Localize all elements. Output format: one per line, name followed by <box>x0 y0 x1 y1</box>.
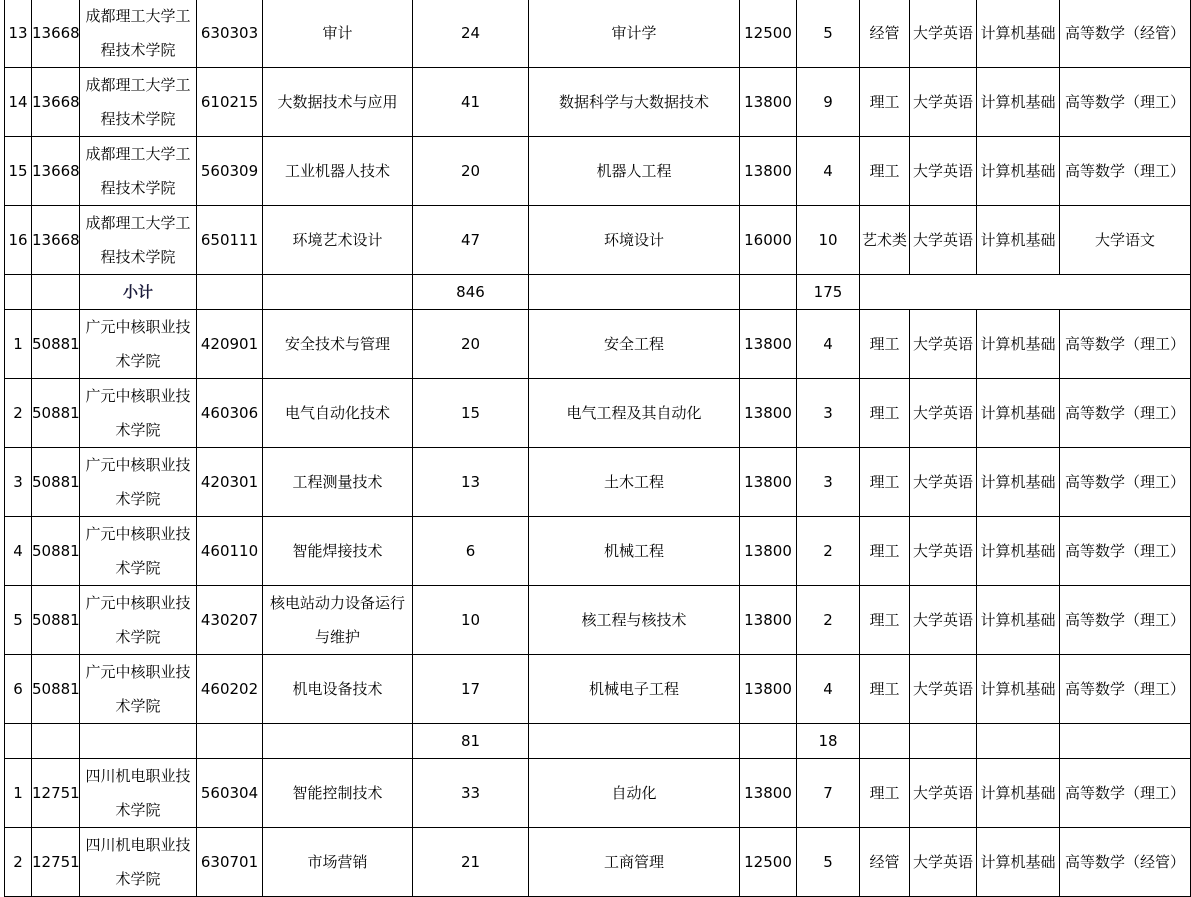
subject3-cell: 高等数学（理工） <box>1060 68 1191 137</box>
major-code-cell: 460202 <box>197 655 263 724</box>
empty-cell <box>197 275 263 310</box>
major-code-cell: 420301 <box>197 448 263 517</box>
seq-cell: 3 <box>5 448 32 517</box>
school-name-cell-line: 术学院 <box>115 628 161 646</box>
table-row <box>5 379 1191 448</box>
subject3-cell: 高等数学（理工） <box>1060 586 1191 655</box>
subject3-cell: 高等数学（理工） <box>1060 379 1191 448</box>
category-cell: 经管 <box>860 828 910 897</box>
fee-cell: 12500 <box>740 0 797 68</box>
subtotal-count: 175 <box>797 275 860 310</box>
school-name-cell-line: 广元中核职业技 <box>85 525 191 543</box>
subject1-cell: 大学英语 <box>910 586 977 655</box>
bachelor-major-cell: 工商管理 <box>529 828 740 897</box>
school-code-cell: 12751 <box>32 759 80 828</box>
fee-cell: 12500 <box>740 828 797 897</box>
fee-cell: 13800 <box>740 586 797 655</box>
table-row <box>5 137 1191 206</box>
category-cell: 理工 <box>860 517 910 586</box>
count-cell: 3 <box>797 448 860 517</box>
major-code-cell: 460306 <box>197 379 263 448</box>
subject1-cell: 大学英语 <box>910 68 977 137</box>
school-code-cell: 50881 <box>32 448 80 517</box>
major-name-cell-line: 机电设备技术 <box>292 680 383 698</box>
school-name-cell-line: 广元中核职业技 <box>85 318 191 336</box>
seq-cell: 2 <box>5 828 32 897</box>
school-name-cell <box>80 517 197 586</box>
major-name-cell <box>263 655 413 724</box>
plan-cell: 17 <box>413 655 529 724</box>
fee-cell: 13800 <box>740 379 797 448</box>
empty-cell <box>740 724 797 759</box>
school-name-cell <box>80 206 197 275</box>
empty-cell <box>860 275 1191 310</box>
category-cell: 理工 <box>860 586 910 655</box>
category-cell: 经管 <box>860 0 910 68</box>
school-code-cell: 13668 <box>32 0 80 68</box>
school-name-cell-line: 广元中核职业技 <box>85 387 191 405</box>
school-name-cell-line: 成都理工大学工 <box>85 7 191 25</box>
plan-cell: 24 <box>413 0 529 68</box>
table-row <box>5 448 1191 517</box>
major-name-cell-line: 大数据技术与应用 <box>277 93 398 111</box>
school-name-cell-line: 术学院 <box>115 421 161 439</box>
major-name-cell <box>263 379 413 448</box>
school-code-cell: 50881 <box>32 310 80 379</box>
seq-cell: 6 <box>5 655 32 724</box>
fee-cell: 13800 <box>740 448 797 517</box>
subject2-cell: 计算机基础 <box>977 759 1060 828</box>
category-cell: 理工 <box>860 310 910 379</box>
count-cell: 3 <box>797 379 860 448</box>
plan-cell: 15 <box>413 379 529 448</box>
fee-cell: 13800 <box>740 68 797 137</box>
seq-cell: 1 <box>5 759 32 828</box>
subject2-cell: 计算机基础 <box>977 379 1060 448</box>
fee-cell: 13800 <box>740 137 797 206</box>
subtotal-count: 18 <box>797 724 860 759</box>
major-code-cell: 650111 <box>197 206 263 275</box>
school-name-cell <box>80 137 197 206</box>
bachelor-major-cell: 机械电子工程 <box>529 655 740 724</box>
subject3-cell: 高等数学（理工） <box>1060 517 1191 586</box>
subject2-cell: 计算机基础 <box>977 310 1060 379</box>
table-row <box>5 68 1191 137</box>
empty-cell <box>977 724 1060 759</box>
subject2-cell: 计算机基础 <box>977 586 1060 655</box>
school-name-cell-line: 程技术学院 <box>100 248 176 266</box>
fee-cell: 13800 <box>740 310 797 379</box>
category-cell: 理工 <box>860 379 910 448</box>
subtotal-label: 小计 <box>80 275 197 310</box>
table-row <box>5 517 1191 586</box>
subject3-cell: 高等数学（理工） <box>1060 448 1191 517</box>
subject2-cell: 计算机基础 <box>977 655 1060 724</box>
school-name-cell-line: 程技术学院 <box>100 110 176 128</box>
bachelor-major-cell: 自动化 <box>529 759 740 828</box>
subject1-cell: 大学英语 <box>910 517 977 586</box>
school-name-cell-line: 广元中核职业技 <box>85 594 191 612</box>
school-code-cell: 50881 <box>32 379 80 448</box>
major-code-cell: 420901 <box>197 310 263 379</box>
major-name-cell <box>263 828 413 897</box>
subject1-cell: 大学英语 <box>910 448 977 517</box>
subject3-cell: 高等数学（理工） <box>1060 655 1191 724</box>
major-code-cell: 560304 <box>197 759 263 828</box>
subject2-cell: 计算机基础 <box>977 517 1060 586</box>
major-code-cell: 460110 <box>197 517 263 586</box>
subject1-cell: 大学英语 <box>910 655 977 724</box>
table-row <box>5 310 1191 379</box>
major-name-cell-line: 电气自动化技术 <box>284 404 390 422</box>
plan-cell: 20 <box>413 137 529 206</box>
school-code-cell: 50881 <box>32 517 80 586</box>
bachelor-major-cell: 核工程与核技术 <box>529 586 740 655</box>
fee-cell: 13800 <box>740 759 797 828</box>
major-name-cell <box>263 448 413 517</box>
bachelor-major-cell: 电气工程及其自动化 <box>529 379 740 448</box>
empty-cell <box>263 275 413 310</box>
subject1-cell: 大学英语 <box>910 828 977 897</box>
table-body <box>5 0 1191 897</box>
school-name-cell-line: 四川机电职业技 <box>85 836 191 854</box>
seq-cell: 15 <box>5 137 32 206</box>
empty-cell <box>32 724 80 759</box>
school-name-cell-line: 成都理工大学工 <box>85 76 191 94</box>
school-name-cell-line: 术学院 <box>115 697 161 715</box>
empty-cell <box>5 724 32 759</box>
category-cell: 理工 <box>860 68 910 137</box>
major-name-cell-line: 与维护 <box>314 628 360 646</box>
empty-cell <box>197 724 263 759</box>
subtotal-label <box>80 724 197 759</box>
subject2-cell: 计算机基础 <box>977 68 1060 137</box>
major-code-cell: 610215 <box>197 68 263 137</box>
school-name-cell-line: 广元中核职业技 <box>85 456 191 474</box>
count-cell: 4 <box>797 137 860 206</box>
school-code-cell: 12751 <box>32 828 80 897</box>
seq-cell: 4 <box>5 517 32 586</box>
count-cell: 2 <box>797 517 860 586</box>
school-name-cell <box>80 310 197 379</box>
school-code-cell: 50881 <box>32 655 80 724</box>
count-cell: 10 <box>797 206 860 275</box>
major-name-cell <box>263 759 413 828</box>
bachelor-major-cell: 数据科学与大数据技术 <box>529 68 740 137</box>
plan-cell: 33 <box>413 759 529 828</box>
table-row <box>5 828 1191 897</box>
school-name-cell-line: 程技术学院 <box>100 179 176 197</box>
plan-cell: 21 <box>413 828 529 897</box>
bachelor-major-cell: 审计学 <box>529 0 740 68</box>
fee-cell: 13800 <box>740 517 797 586</box>
major-name-cell <box>263 0 413 68</box>
category-cell: 艺术类 <box>860 206 910 275</box>
major-name-cell-line: 智能焊接技术 <box>292 542 383 560</box>
subtotal-plan: 846 <box>413 275 529 310</box>
empty-cell <box>529 724 740 759</box>
seq-cell: 2 <box>5 379 32 448</box>
subject1-cell: 大学英语 <box>910 0 977 68</box>
school-code-cell: 50881 <box>32 586 80 655</box>
major-code-cell: 630303 <box>197 0 263 68</box>
school-name-cell <box>80 68 197 137</box>
school-code-cell: 13668 <box>32 68 80 137</box>
school-name-cell <box>80 586 197 655</box>
school-name-cell-line: 术学院 <box>115 352 161 370</box>
school-name-cell-line: 术学院 <box>115 490 161 508</box>
major-name-cell-line: 安全技术与管理 <box>284 335 390 353</box>
seq-cell: 5 <box>5 586 32 655</box>
subject1-cell: 大学英语 <box>910 206 977 275</box>
major-name-cell <box>263 137 413 206</box>
major-name-cell-line: 智能控制技术 <box>292 784 383 802</box>
major-name-cell-line: 审计 <box>322 24 353 42</box>
table-row <box>5 586 1191 655</box>
fee-cell: 13800 <box>740 655 797 724</box>
seq-cell: 13 <box>5 0 32 68</box>
table-row <box>5 759 1191 828</box>
major-name-cell-line: 工业机器人技术 <box>284 162 390 180</box>
empty-cell <box>32 275 80 310</box>
enrollment-table <box>4 0 1191 897</box>
school-name-cell <box>80 655 197 724</box>
empty-cell <box>740 275 797 310</box>
subject3-cell: 高等数学（理工） <box>1060 310 1191 379</box>
major-name-cell <box>263 517 413 586</box>
subtotal-row <box>5 724 1191 759</box>
school-name-cell-line: 程技术学院 <box>100 41 176 59</box>
subject2-cell: 计算机基础 <box>977 206 1060 275</box>
table-row <box>5 0 1191 68</box>
subject3-cell: 高等数学（经管） <box>1060 0 1191 68</box>
subject2-cell: 计算机基础 <box>977 828 1060 897</box>
subject3-cell: 高等数学（理工） <box>1060 137 1191 206</box>
school-name-cell-line: 成都理工大学工 <box>85 145 191 163</box>
major-name-cell <box>263 586 413 655</box>
count-cell: 2 <box>797 586 860 655</box>
major-name-cell-line: 环境艺术设计 <box>292 231 383 249</box>
school-name-cell-line: 成都理工大学工 <box>85 214 191 232</box>
bachelor-major-cell: 机械工程 <box>529 517 740 586</box>
subject1-cell: 大学英语 <box>910 379 977 448</box>
count-cell: 5 <box>797 0 860 68</box>
table-row <box>5 655 1191 724</box>
empty-cell <box>5 275 32 310</box>
seq-cell: 1 <box>5 310 32 379</box>
major-code-cell: 630701 <box>197 828 263 897</box>
empty-cell <box>263 724 413 759</box>
count-cell: 7 <box>797 759 860 828</box>
seq-cell: 16 <box>5 206 32 275</box>
school-name-cell-line: 术学院 <box>115 559 161 577</box>
major-name-cell <box>263 310 413 379</box>
bachelor-major-cell: 安全工程 <box>529 310 740 379</box>
empty-cell <box>860 724 910 759</box>
subject3-cell: 大学语文 <box>1060 206 1191 275</box>
school-code-cell: 13668 <box>32 137 80 206</box>
subtotal-row <box>5 275 1191 310</box>
school-code-cell: 13668 <box>32 206 80 275</box>
empty-cell <box>910 724 977 759</box>
major-name-cell-line: 工程测量技术 <box>292 473 383 491</box>
plan-cell: 6 <box>413 517 529 586</box>
subject2-cell: 计算机基础 <box>977 0 1060 68</box>
major-name-cell-line: 核电站动力设备运行 <box>269 594 405 612</box>
major-name-cell <box>263 206 413 275</box>
seq-cell: 14 <box>5 68 32 137</box>
empty-cell <box>1060 724 1191 759</box>
major-code-cell: 430207 <box>197 586 263 655</box>
school-name-cell <box>80 828 197 897</box>
school-name-cell-line: 四川机电职业技 <box>85 767 191 785</box>
major-code-cell: 560309 <box>197 137 263 206</box>
count-cell: 9 <box>797 68 860 137</box>
category-cell: 理工 <box>860 137 910 206</box>
count-cell: 5 <box>797 828 860 897</box>
subtotal-plan: 81 <box>413 724 529 759</box>
school-name-cell <box>80 0 197 68</box>
subject1-cell: 大学英语 <box>910 759 977 828</box>
major-name-cell-line: 市场营销 <box>307 853 368 871</box>
school-name-cell-line: 术学院 <box>115 870 161 888</box>
plan-cell: 47 <box>413 206 529 275</box>
subject2-cell: 计算机基础 <box>977 137 1060 206</box>
category-cell: 理工 <box>860 448 910 517</box>
count-cell: 4 <box>797 655 860 724</box>
school-name-cell-line: 术学院 <box>115 801 161 819</box>
category-cell: 理工 <box>860 759 910 828</box>
category-cell: 理工 <box>860 655 910 724</box>
count-cell: 4 <box>797 310 860 379</box>
table-row <box>5 206 1191 275</box>
subject1-cell: 大学英语 <box>910 310 977 379</box>
empty-cell <box>529 275 740 310</box>
plan-cell: 20 <box>413 310 529 379</box>
major-name-cell <box>263 68 413 137</box>
bachelor-major-cell: 机器人工程 <box>529 137 740 206</box>
fee-cell: 16000 <box>740 206 797 275</box>
subject1-cell: 大学英语 <box>910 137 977 206</box>
subject3-cell: 高等数学（理工） <box>1060 759 1191 828</box>
plan-cell: 13 <box>413 448 529 517</box>
subject3-cell: 高等数学（经管） <box>1060 828 1191 897</box>
plan-cell: 10 <box>413 586 529 655</box>
school-name-cell <box>80 759 197 828</box>
school-name-cell <box>80 448 197 517</box>
subject2-cell: 计算机基础 <box>977 448 1060 517</box>
bachelor-major-cell: 环境设计 <box>529 206 740 275</box>
plan-cell: 41 <box>413 68 529 137</box>
bachelor-major-cell: 土木工程 <box>529 448 740 517</box>
school-name-cell-line: 广元中核职业技 <box>85 663 191 681</box>
school-name-cell <box>80 379 197 448</box>
